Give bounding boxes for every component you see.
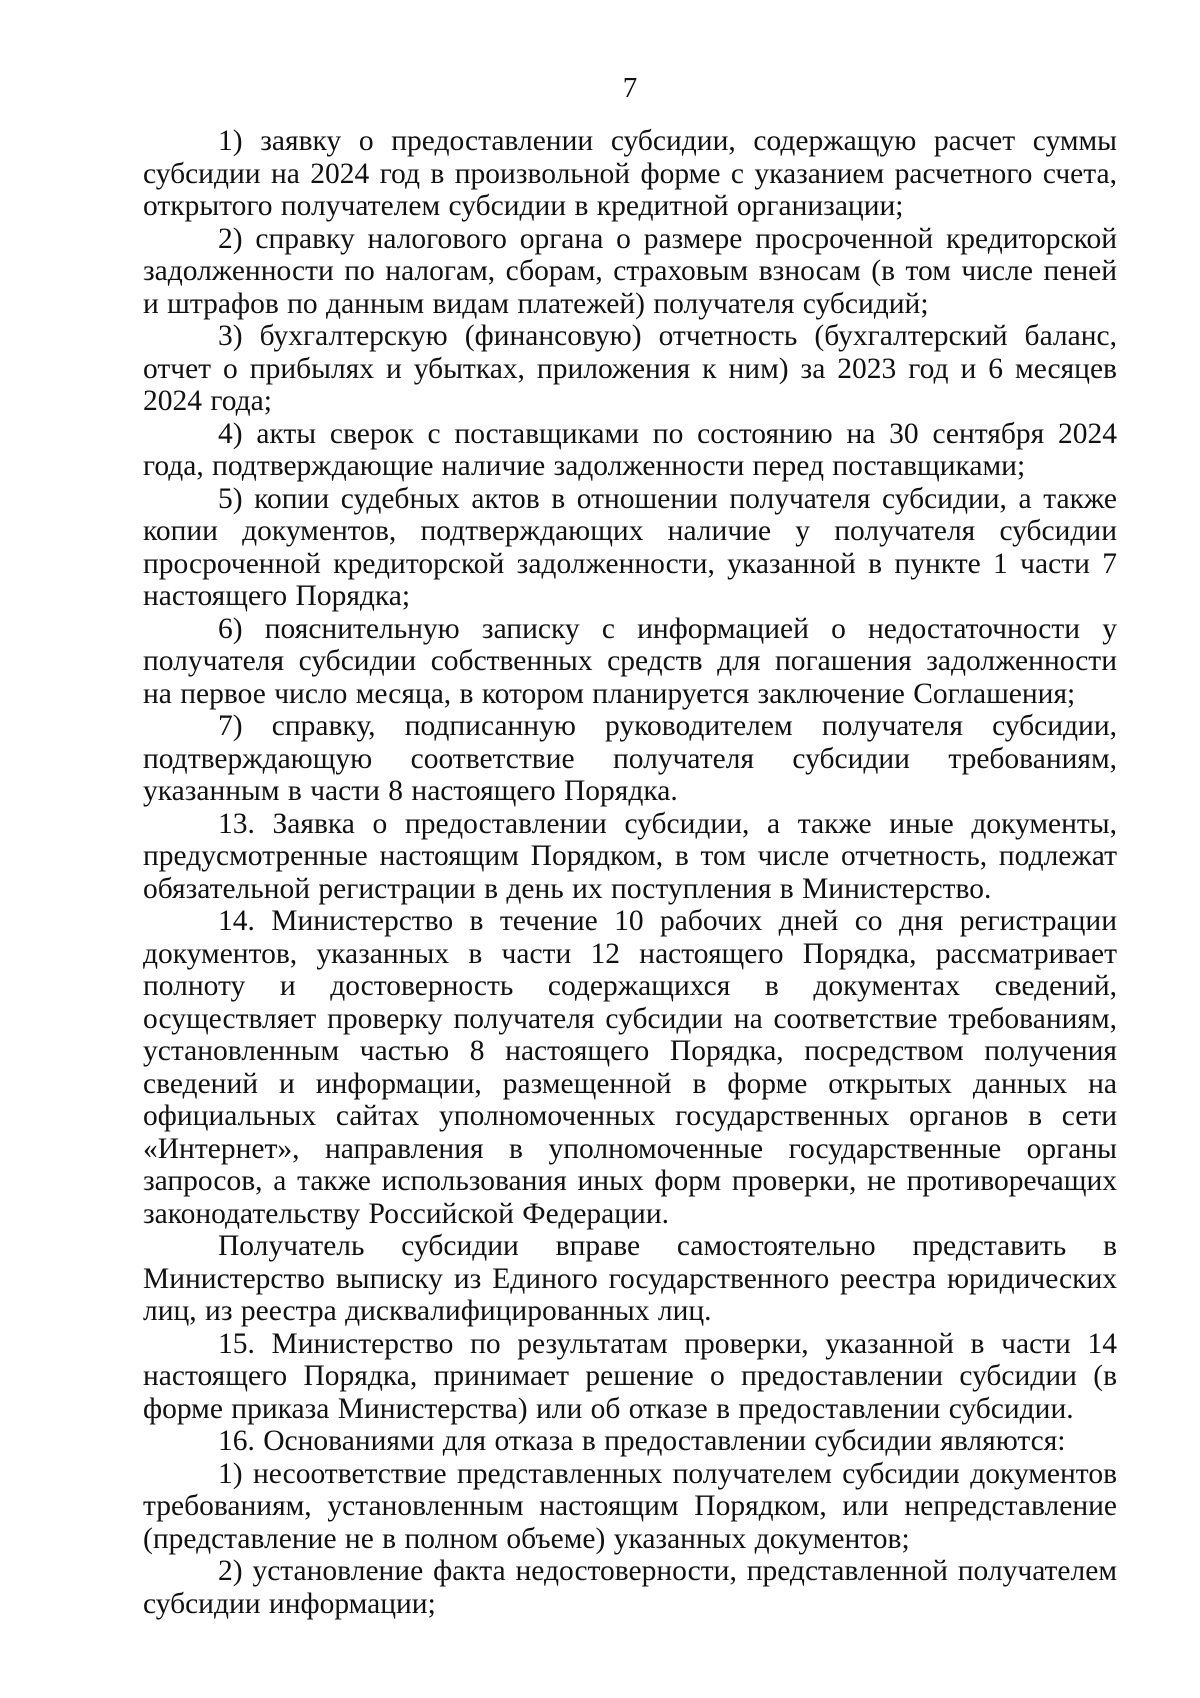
paragraph-recipient-right: Получатель субсидии вправе самостоятельно представить в Министерство выписку из Единого государственного реестра юридических лиц, из реестра дисквалифицированных лиц. — [143, 1230, 1117, 1327]
paragraph-item-3-accounting-reports: 3) бухгалтерскую (финансовую) отчетность (бухгалтерский баланс, отчет о прибылях и убытках, приложения к ним) за 2023 год и 6 месяцев 2024 года; — [143, 320, 1117, 417]
paragraph-section-15: 15. Министерство по результатам проверки, указанной в части 14 настоящего Порядка, принимает решение о предоставлении субсидии (в форме приказа Министерства) или об отказе в предоставлении субсидии. — [143, 1327, 1117, 1425]
paragraph-refusal-item-1: 1) несоответствие представленных получателем субсидии документов требованиям, установленным настоящим Порядком, или непредставление (представление не в полном объеме) указанных документов; — [143, 1457, 1117, 1555]
page-number: 7 — [622, 72, 638, 104]
paragraph-item-6-explanatory-note: 6) пояснительную записку с информацией о недостаточности у получателя субсидии собственных средств для погашения задолженности на первое число месяца, в котором планируется заключение Соглашения; — [143, 612, 1117, 710]
paragraph-refusal-item-2: 2) установление факта недостоверности, представленной получателем субсидии информации; — [143, 1555, 1117, 1620]
paragraph-section-14: 14. Министерство в течение 10 рабочих дней со дня регистрации документов, указанных в части 12 настоящего Порядка, рассматривает полноту и достоверность содержащихся в документах сведений, осуществляет проверку получателя субсидии на соответствие требованиям, установленным частью 8 настоящего Порядка, посредством получения сведений и информации, размещенной в форме открытых данных на официальных сайтах уполномоченных государственных органов в сети «Интернет», направления в уполномоченные государственные органы запросов, а также использования иных форм проверки, не противоречащих законодательству Российской Федерации. — [143, 905, 1117, 1230]
paragraph-item-1-application: 1) заявку о предоставлении субсидии, содержащую расчет суммы субсидии на 2024 год в произвольной форме с указанием расчетного счета, открытого получателем субсидии в кредитной организации; — [143, 125, 1117, 222]
paragraph-section-13: 13. Заявка о предоставлении субсидии, а также иные документы, предусмотренные настоящим Порядком, в том числе отчетность, подлежат обязательной регистрации в день их поступления в Министерство. — [143, 807, 1117, 905]
paragraph-section-16: 16. Основаниями для отказа в предоставлении субсидии являются: — [218, 1425, 1066, 1457]
paragraph-item-7-compliance-certificate: 7) справку, подписанную руководителем получателя субсидии, подтверждающую соответствие получателя субсидии требованиям, указанным в части 8 настоящего Порядка. — [143, 710, 1117, 807]
paragraph-item-4-reconciliation-acts: 4) акты сверок с поставщиками по состоянию на 30 сентября 2024 года, подтверждающие наличие задолженности перед поставщиками; — [143, 417, 1117, 482]
document-body — [143, 125, 1117, 1620]
paragraph-item-5-court-acts: 5) копии судебных актов в отношении получателя субсидии, а также копии документов, подтверждающих наличие у получателя субсидии просроченной кредиторской задолженности, указанной в пункте 1 части 7 настоящего Порядка; — [143, 482, 1117, 612]
paragraph-item-2-tax-certificate: 2) справку налогового органа о размере просроченной кредиторской задолженности по налогам, сборам, страховым взносам (в том числе пеней и штрафов по данным видам платежей) получателя субсидий; — [143, 222, 1117, 320]
